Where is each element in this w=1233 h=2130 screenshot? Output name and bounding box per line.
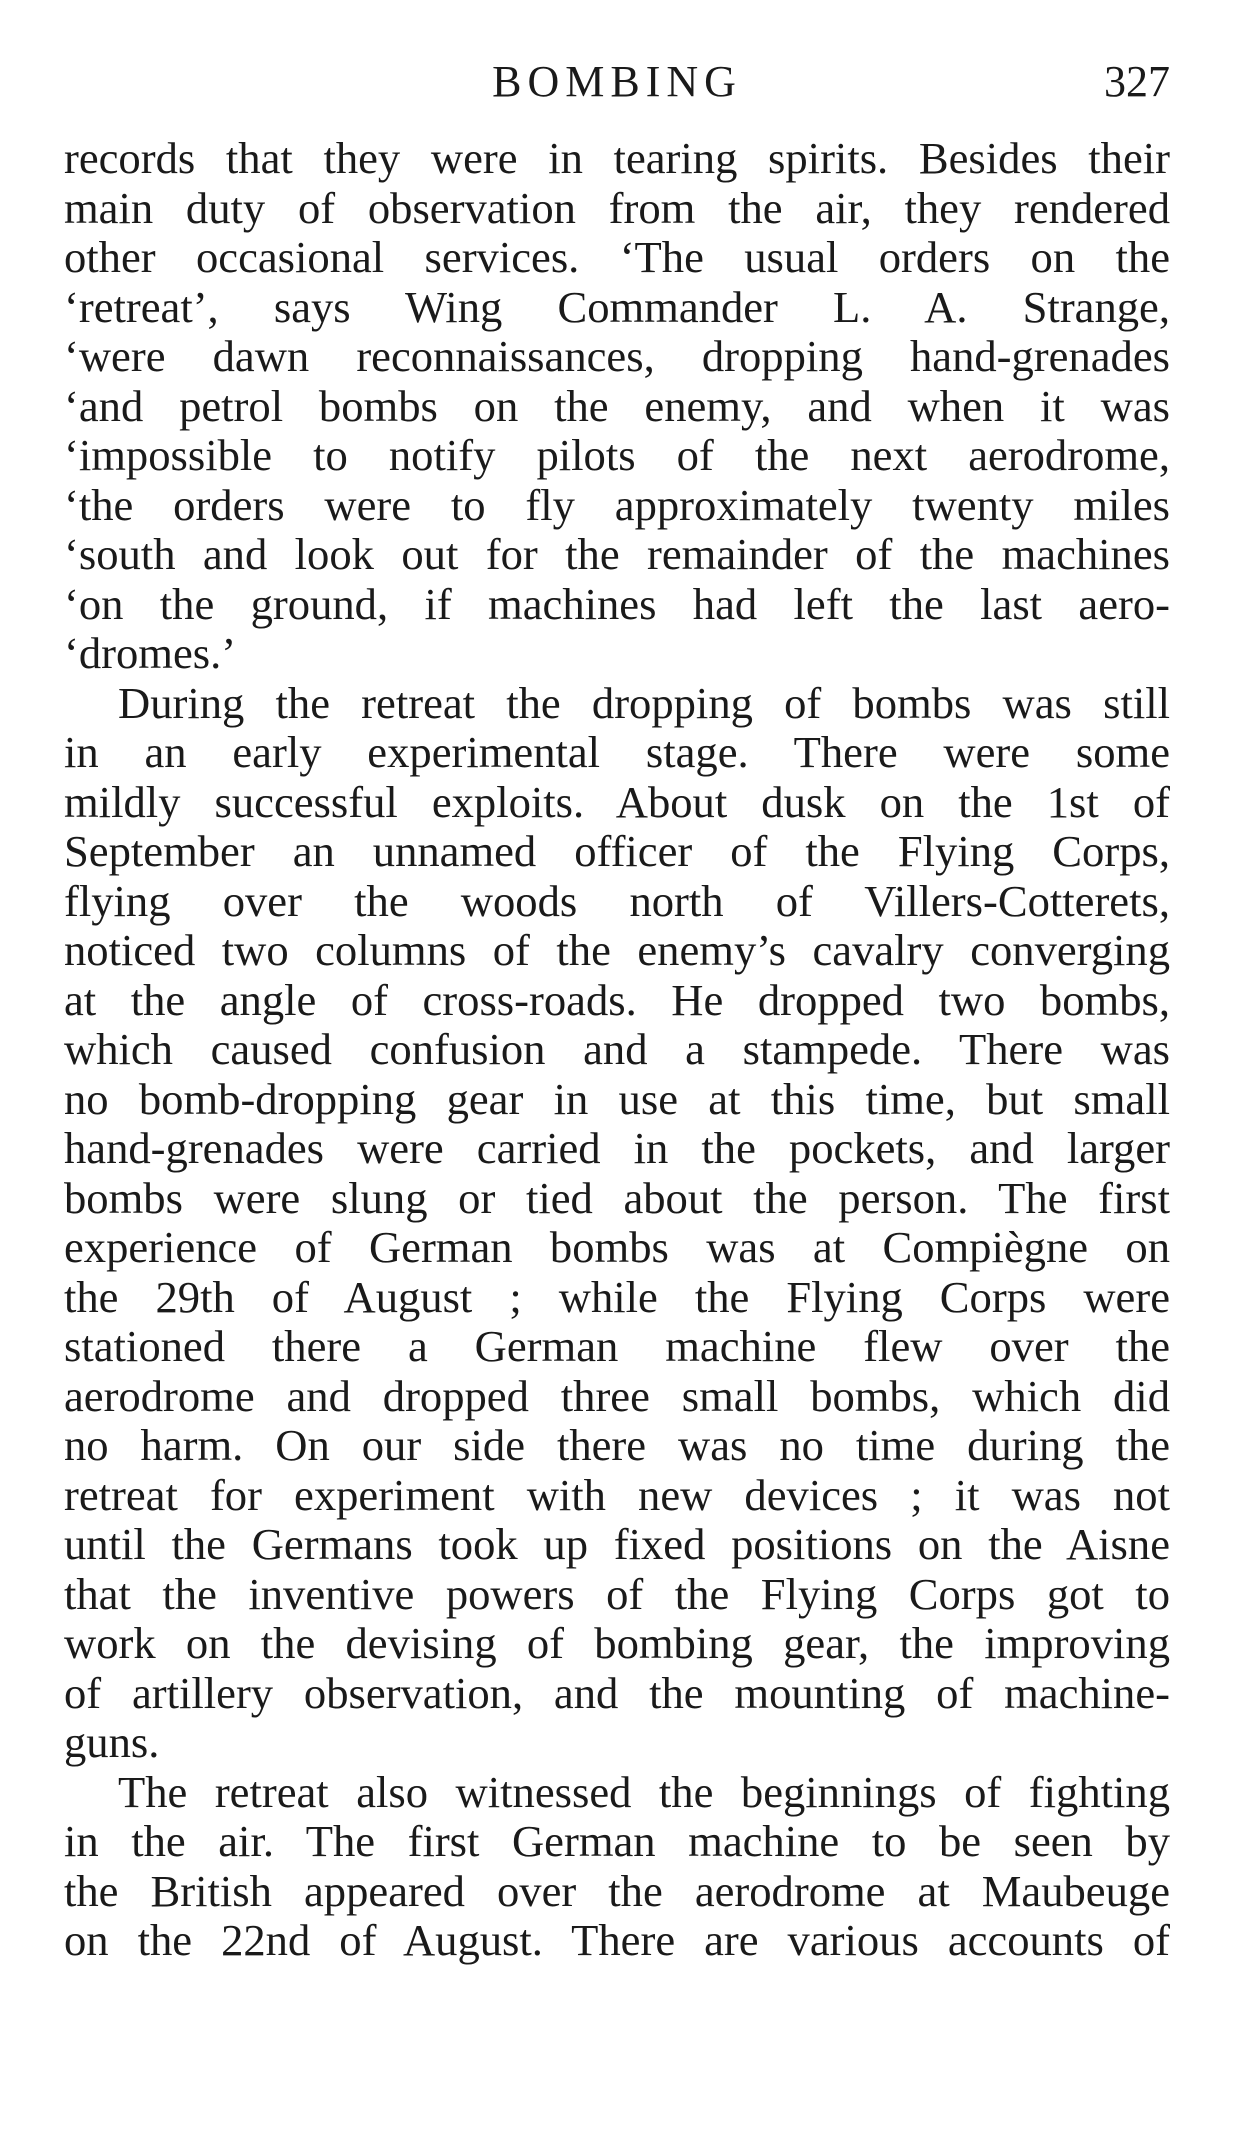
text-line: mildly successful exploits. About dusk on the 1st of bbox=[64, 776, 1170, 827]
text-line: main duty of observation from the air, they rendered bbox=[64, 182, 1170, 233]
text-line: of artillery observation, and the mounting of machine- bbox=[64, 1667, 1170, 1718]
text-line: September an unnamed officer of the Flying Corps, bbox=[64, 826, 1170, 876]
text-line: experience of German bombs was at Compiègne on bbox=[64, 1222, 1170, 1272]
text-line: the 29th of August ; while the Flying Corps were bbox=[64, 1271, 1170, 1322]
text-line: ‘and petrol bombs on the enemy, and when it was bbox=[64, 380, 1170, 431]
text-line: that the inventive powers of the Flying Corps got to bbox=[64, 1568, 1170, 1619]
running-title: BOMBING bbox=[492, 57, 742, 106]
text-line: guns. bbox=[64, 1717, 160, 1767]
text-line: which caused confusion and a stampede. There was bbox=[64, 1024, 1170, 1074]
text-line: ‘dromes.’ bbox=[64, 628, 237, 678]
text-line: ‘retreat’, says Wing Commander L. A. Strange, bbox=[64, 281, 1170, 332]
text-line: hand-grenades were carried in the pockets, and larger bbox=[64, 1123, 1170, 1173]
paragraph-2 bbox=[64, 679, 1170, 1768]
text-line: records that they were in tearing spirits. Besides their bbox=[64, 133, 1170, 183]
text-line: During the retreat the dropping of bombs was still bbox=[118, 677, 1170, 728]
text-line: in an early experimental stage. There were some bbox=[64, 727, 1170, 777]
text-line: no bomb-dropping gear in use at this time, but small bbox=[64, 1073, 1170, 1124]
text-line: ‘on the ground, if machines had left the last aero- bbox=[64, 578, 1170, 629]
text-line: flying over the woods north of Villers-Cotterets, bbox=[64, 875, 1170, 926]
text-line: the British appeared over the aerodrome at Maubeuge bbox=[64, 1865, 1170, 1916]
text-line: noticed two columns of the enemy’s cavalry converging bbox=[64, 925, 1170, 975]
text-line: ‘impossible to notify pilots of the next aerodrome, bbox=[64, 430, 1170, 480]
page-number: 327 bbox=[1104, 57, 1170, 106]
text-line: other occasional services. ‘The usual orders on the bbox=[64, 232, 1170, 282]
text-line: ‘the orders were to fly approximately twenty miles bbox=[64, 479, 1170, 530]
text-line: at the angle of cross-roads. He dropped two bombs, bbox=[64, 974, 1170, 1025]
text-line: in the air. The first German machine to be seen by bbox=[64, 1816, 1170, 1866]
text-line: on the 22nd of August. There are various accounts of bbox=[64, 1915, 1170, 1965]
text-line: bombs were slung or tied about the person. The first bbox=[64, 1172, 1170, 1223]
text-line: no harm. On our side there was no time during the bbox=[64, 1420, 1170, 1470]
text-line: work on the devising of bombing gear, the improving bbox=[64, 1618, 1170, 1668]
text-line: ‘were dawn reconnaissances, dropping hand-grenades bbox=[64, 331, 1170, 381]
text-line: retreat for experiment with new devices ; it was not bbox=[64, 1469, 1170, 1520]
text-line: ‘south and look out for the remainder of the machines bbox=[64, 529, 1170, 579]
body-text bbox=[64, 134, 1170, 1966]
book-page bbox=[64, 48, 1170, 1966]
text-line: The retreat also witnessed the beginnings of fighting bbox=[118, 1766, 1170, 1817]
text-line: aerodrome and dropped three small bombs, which did bbox=[64, 1370, 1170, 1421]
paragraph-3 bbox=[64, 1768, 1170, 1966]
text-line: stationed there a German machine flew over the bbox=[64, 1321, 1170, 1371]
paragraph-1 bbox=[64, 134, 1170, 679]
text-line: until the Germans took up fixed positions on the Aisne bbox=[64, 1519, 1170, 1569]
running-head bbox=[64, 48, 1170, 120]
